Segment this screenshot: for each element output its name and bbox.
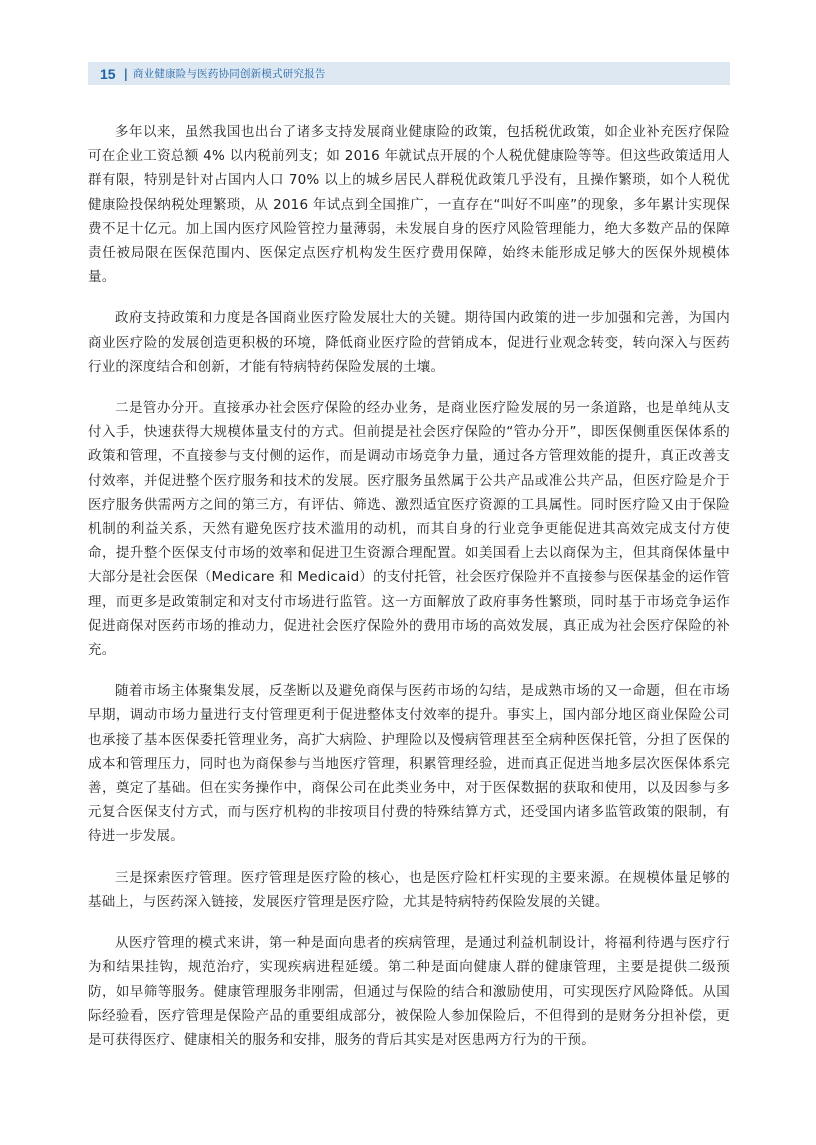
page-number: 15 (100, 65, 116, 82)
running-header (88, 62, 730, 85)
paragraph-tax-policy: 多年以来，虽然我国也出台了诸多支持发展商业健康险的政策，包括税优政策，如企业补充医疗保险可在企业工资总额 4% 以内税前列支；如 2016 年就试点开展的个人税优健康险等等。但这些政策适用人群有限，特别是针对占国内人口 70% 以上的城乡居民人群税优政策几乎没有，且操作繁琐，如个人税优健康险投保纳税处理繁琐，从 2016 年试点到全国推广，一直存在“叫好不叫座”的现象，多年累计实现保费不足十亿元。加上国内医疗风险管控力量薄弱，未发展自身的医疗风险管理能力，绝大多数产品的保障责任被局限在医保范围内、医保定点医疗机构发生医疗费用保障，始终未能形成足够大的医保外规模体量。 (88, 124, 730, 286)
paragraph-government-support: 政府支持政策和力度是各国商业医疗险发展壮大的关键。期待国内政策的进一步加强和完善，为国内商业医疗险的发展创造更积极的环境，降低商业医疗险的营销成本，促进行业观念转变，转向深入与医药行业的深度结合和创新，才能有特病特药保险发展的土壤。 (88, 310, 730, 375)
paragraph-medical-management: 三是探索医疗管理。医疗管理是医疗险的核心，也是医疗险杠杆实现的主要来源。在规模体量足够的基础上，与医药深入链接，发展医疗管理是医疗险，尤其是特病特药保险发展的关键。 (88, 869, 730, 910)
header-separator: | (123, 66, 128, 81)
paragraph-market-development: 随着市场主体聚集发展，反垄断以及避免商保与医药市场的勾结，是成熟市场的又一命题，但在市场早期，调动市场力量进行支付管理更利于促进整体支付效率的提升。事实上，国内部分地区商业保险公司也承接了基本医保委托管理业务，高扩大病险、护理险以及慢病管理甚至全病种医保托管，分担了医保的成本和管理压力，同时也为商保参与当地医疗管理，积累管理经验，进而真正促进当地多层次医保体系完善，奠定了基础。但在实务操作中，商保公司在此类业务中，对于医保数据的获取和使用，以及因参与多元复合医保支付方式，而与医疗机构的非按项目付费的特殊结算方式，还受国内诸多监管政策的限制，有待进一步发展。 (88, 683, 730, 845)
paragraph-management-models: 从医疗管理的模式来讲，第一种是面向患者的疾病管理，是通过利益机制设计，将福利待遇与医疗行为和结果挂钩，规范治疗，实现疾病进程延缓。第二种是面向健康人群的健康管理，主要是提供二级预防，如早筛等服务。健康管理服务非刚需，但通过与保险的结合和激励使用，可实现医疗风险降低。从国际经验看，医疗管理是保险产品的重要组成部分，被保险人参加保险后，不但得到的是财务分担补偿，更是可获得医疗、健康相关的服务和安排，服务的背后其实是对医患两方行为的干预。 (88, 935, 730, 1048)
paragraph-separation-of-management: 二是管办分开。直接承办社会医疗保险的经办业务，是商业医疗险发展的另一条道路，也是单纯从支付入手，快速获得大规模体量支付的方式。但前提是社会医疗保险的“管办分开”，即医保侧重医保体系的政策和管理，不直接参与支付侧的运作，而是调动市场竞争力量，通过各方管理效能的提升，真正改善支付效率，并促进整个医疗服务和技术的发展。医疗服务虽然属于公共产品或准公共产品，但医疗险是介于医疗服务供需两方之间的第三方，有评估、筛选、激烈适宜医疗资源的工具属性。同时医疗险又由于保险机制的利益关系，天然有避免医疗技术滥用的动机，而其自身的行业竞争更能促进其高效完成支付方使命，提升整个医保支付市场的效率和促进卫生资源合理配置。如美国看上去以商保为主，但其商保体量中大部分是社会医保（Medicare 和 Medicaid）的支付托管，社会医疗保险并不直接参与医保基金的运作管理，而更多是政策制定和对支付市场进行监管。这一方面解放了政府事务性繁琐，同时基于市场竞争运作促进商保对医药市场的推动力，促进社会医疗保险外的费用市场的高效发展，真正成为社会医疗保险的补充。 (88, 400, 730, 659)
body-text (88, 120, 730, 1069)
report-title: 商业健康险与医药协同创新模式研究报告 (132, 68, 326, 80)
